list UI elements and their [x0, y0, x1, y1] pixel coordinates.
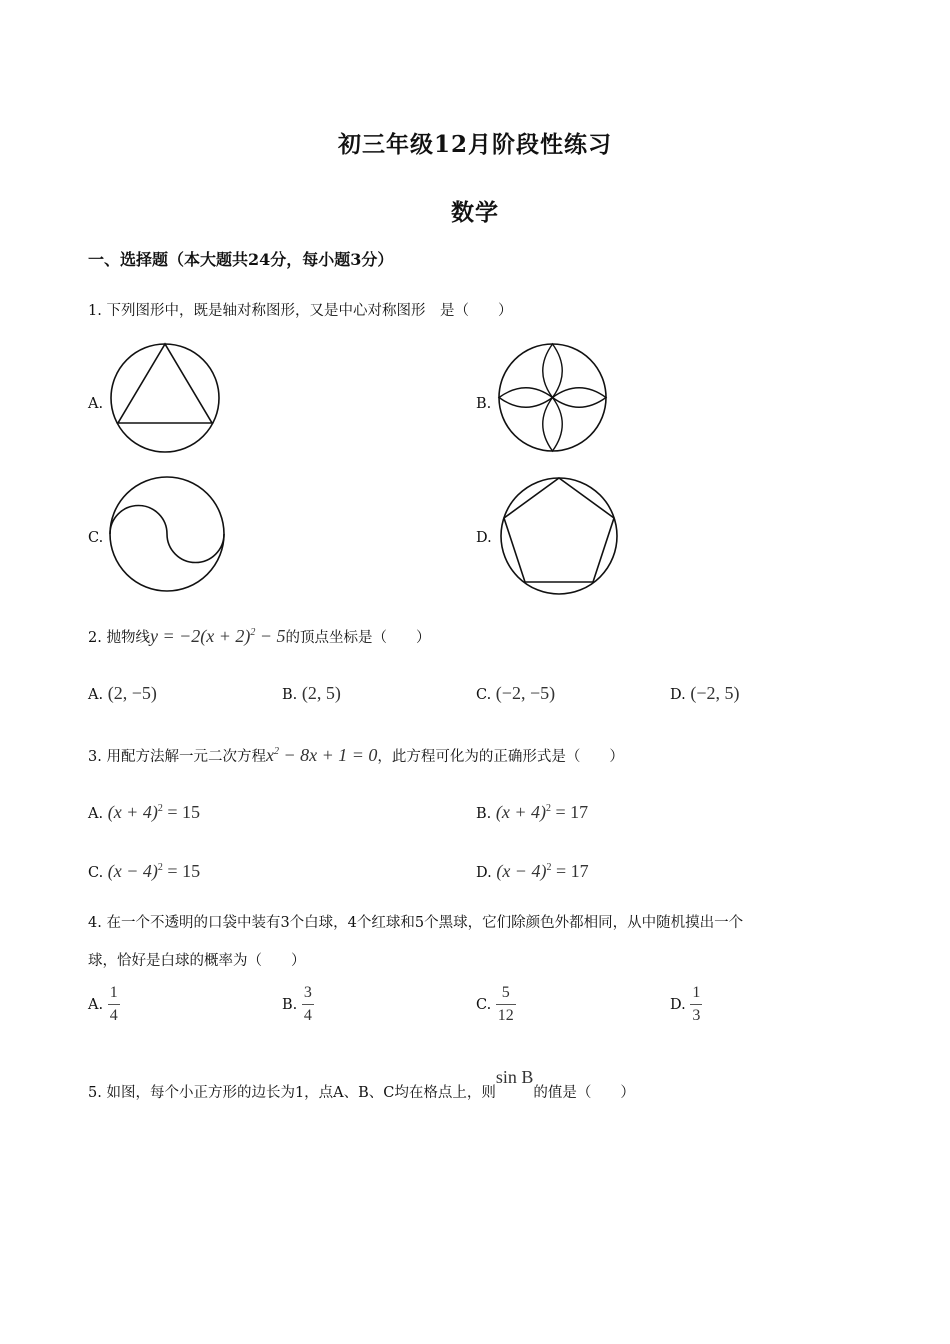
q3-option-c: C. $(x - 4)^2 = 15$: [88, 861, 201, 881]
circle-yinyang-figure: [108, 475, 228, 595]
q2-option-b: B. (2, 5): [282, 683, 341, 703]
q3-option-b: B. $(x + 4)^2 = 17$: [476, 802, 589, 822]
q4-option-a: A. $\frac{1}{4}$: [88, 984, 118, 1024]
question-4-line-1: 4. 在一个不透明的口袋中装有3个白球，4个红球和5个黑球，它们除颜色外都相同，从中随机摸出一个: [88, 915, 744, 931]
subject-title: 数学: [451, 199, 499, 226]
q4-option-c: C. $\frac{5}{12}$: [476, 984, 514, 1024]
q3-suffix: ，此方程可化为的正确形式是（ ）: [377, 749, 624, 765]
question-5-text: [88, 1067, 635, 1102]
circle-petals-figure: [495, 340, 610, 455]
q2-option-c: C. (−2, −5): [476, 683, 556, 703]
q2-suffix: 的顶点坐标是（ ）: [285, 630, 431, 646]
q3-formula: $x^2 - 8x + 1 = 0$: [265, 745, 378, 765]
question-4-line-2: 球，恰好是白球的概率为（ ）: [88, 953, 306, 969]
q1-option-d-label: D.: [476, 530, 492, 546]
circle-pentagon-figure: [497, 473, 622, 598]
q5-suffix: 的值是（ ）: [533, 1085, 635, 1101]
q5-prefix: 5. 如图，每个小正方形的边长为1，点A、B、C均在格点上，则: [88, 1085, 496, 1101]
q3-option-d: D. $(x - 4)^2 = 17$: [476, 861, 589, 881]
q3-option-a: A. $(x + 4)^2 = 15$: [88, 802, 200, 822]
q4-option-b: B. $\frac{3}{4}$: [282, 984, 312, 1024]
section-heading: 一、选择题（本大题共24分，每小题3分）: [88, 250, 394, 269]
question-2-text: [88, 626, 431, 647]
q1-option-b-label: B.: [476, 396, 492, 412]
page-title: 初三年级12月阶段性练习: [337, 131, 612, 158]
circle-triangle-figure: [108, 340, 223, 455]
q1-option-c-label: C.: [88, 530, 104, 546]
q4-option-d: D. $\frac{1}{3}$: [670, 984, 701, 1024]
question-3-text: [88, 745, 624, 766]
q2-prefix: 2. 抛物线: [88, 630, 150, 646]
q3-prefix: 3. 用配方法解一元二次方程: [88, 749, 266, 765]
q2-option-d: D. (−2, 5): [670, 683, 740, 703]
q1-option-a-label: A.: [88, 396, 104, 412]
q5-formula: sin B: [495, 1067, 534, 1087]
question-1-text: 1. 下列图形中，既是轴对称图形，又是中心对称图形 是（ ）: [88, 303, 513, 319]
q2-option-a: A. (2, −5): [88, 683, 157, 703]
q2-formula: $y = -2(x + 2)^2 - 5$: [149, 626, 286, 646]
